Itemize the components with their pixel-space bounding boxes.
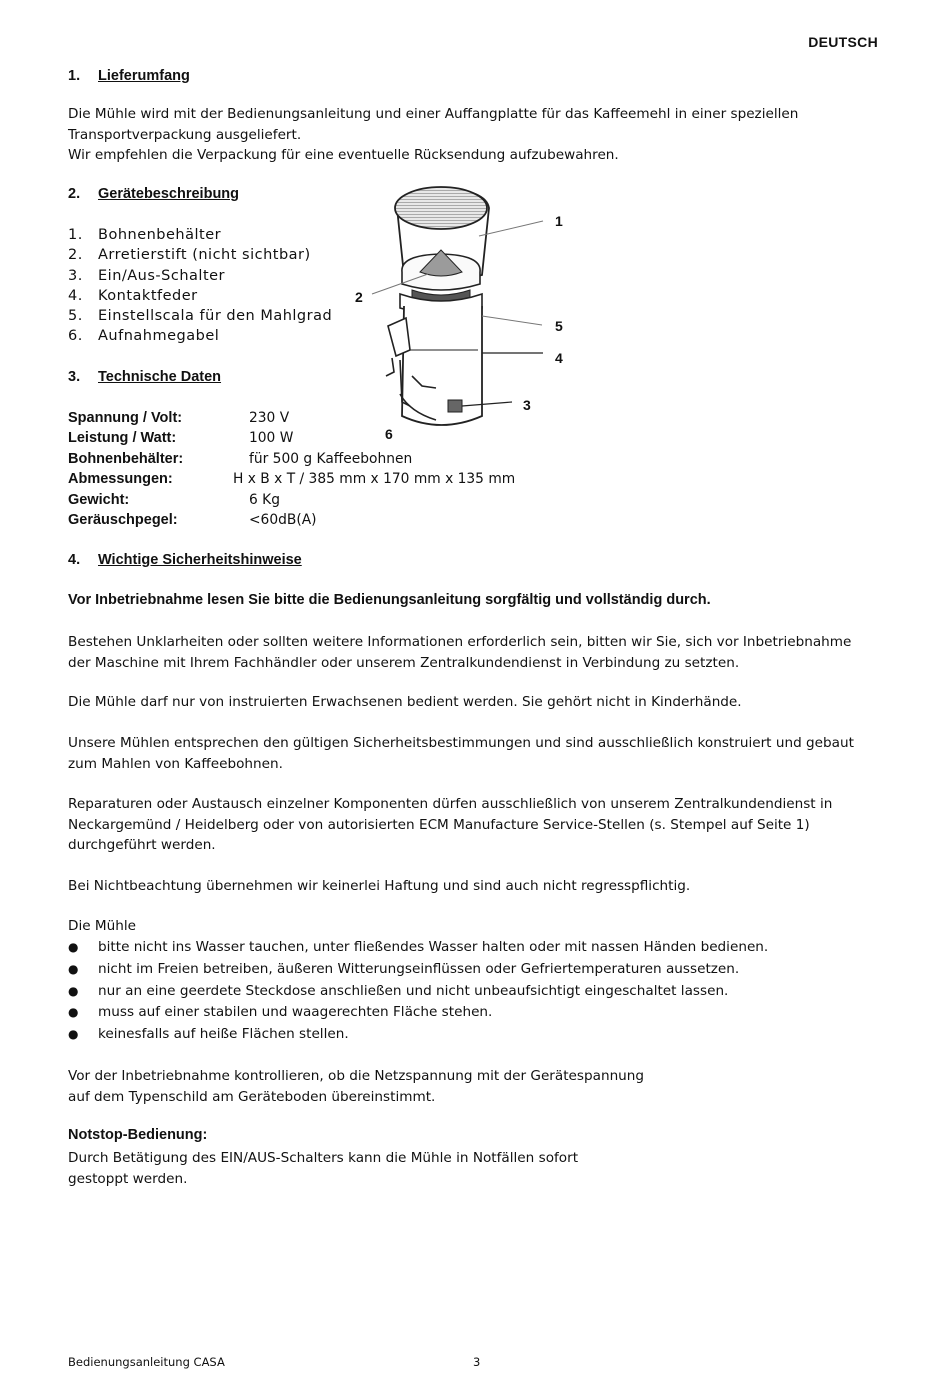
spec-row: Gewicht: 6 Kg [68,491,280,508]
section-1-body [68,104,798,166]
parts-list-item: 4. Kontaktfeder [68,287,198,304]
paragraph-support: Bestehen Unklarheiten oder sollten weitere Informationen erforderlich sein, bitten wir Sie, sich vor Inbetriebnahme der Maschine mit Ihrem Fachhändler oder unserem Zentralkundendienst in Verbindung zu setzten. [68,634,852,671]
list-item: ● nur an eine geerdete Steckdose anschließen und nicht unbeaufsichtigt eingeschaltet lassen. [68,982,729,999]
section-4-heading [68,552,302,568]
spec-row: Leistung / Watt: 100 W [68,430,294,447]
section-3-number: 3. [68,369,81,385]
callout-6: 6 [385,426,393,442]
warning-text: Vor Inbetriebnahme lesen Sie bitte die Bedienungsanleitung sorgfältig und vollständig durch. [68,592,711,608]
parts-list [68,225,332,347]
callout-1: 1 [555,213,563,229]
spec-row: Bohnenbehälter: für 500 g Kaffeebohnen [68,450,413,467]
callout-5: 5 [555,318,563,334]
paragraph-adults: Die Mühle darf nur von instruierten Erwachsenen bedient werden. Sie gehört nicht in Kinderhände. [68,694,742,710]
list-item: ● keinesfalls auf heiße Flächen stellen. [68,1026,349,1043]
section-3-heading [68,369,221,385]
page-number: 3 [473,1355,481,1369]
section-1-heading [68,68,190,84]
section-4-number: 4. [68,552,81,568]
list-item: ● nicht im Freien betreiben, äußeren Witterungseinflüssen oder Gefriertemperaturen aussetzen. [68,960,740,977]
spec-row: Spannung / Volt: 230 V [68,410,290,426]
parts-list-item: 2. Arretierstift (nicht sichtbar) [68,247,311,264]
callout-3: 3 [523,397,531,413]
paragraph-voltage-check: Vor der Inbetriebnahme kontrollieren, ob die Netzspannung mit der Gerätespannung auf dem Typenschild am Geräteboden übereinstimmt. [68,1068,645,1105]
section-2-heading [68,186,239,202]
section-1-title: Lieferumfang [98,68,190,84]
notstop-body: Durch Betätigung des EIN/AUS-Schalters kann die Mühle in Notfällen sofort gestoppt werden. [68,1150,579,1187]
parts-list-item: 6. Aufnahmegabel [68,328,220,345]
section-4-title: Wichtige Sicherheitshinweise [98,552,302,568]
hopper-lid [395,187,487,229]
paragraph-liability: Bei Nichtbeachtung übernehmen wir keinerlei Haftung und sind auch nicht regresspflichtig. [68,878,691,894]
section-3-title: Technische Daten [98,369,222,385]
parts-list-item: 3. Ein/Aus-Schalter [68,267,226,284]
paragraph-repairs: Reparaturen oder Austausch einzelner Komponenten dürfen ausschließlich von unserem Zentralkundendienst in Neckargemünd / Heidelberg oder von autorisierten ECM Manufacture Service-Stellen (s. Stempel auf Seite 1) durchgeführt werden. [68,796,833,853]
list-intro: Die Mühle [68,918,137,934]
parts-list-item: 1. Bohnenbehälter [68,227,222,243]
section-2-title: Gerätebeschreibung [98,186,240,202]
spec-row: Geräuschpegel: <60dB(A) [68,512,317,529]
section-1-line: Die Mühle wird mit der Bedienungsanleitung und einer Auffangplatte für das Kaffeemehl in einer speziellen [68,106,799,122]
footer-title: Bedienungsanleitung CASA [68,1355,225,1369]
section-1-number: 1. [68,68,81,84]
section-1-line: Wir empfehlen die Verpackung für eine eventuelle Rücksendung aufzubewahren. [68,147,619,163]
spec-table [68,408,515,530]
parts-list-item: 5. Einstellscala für den Mahlgrad [68,308,333,325]
notstop-title: Notstop-Bedienung: [68,1127,208,1143]
callout-4: 4 [555,350,563,366]
language-label: DEUTSCH [808,34,878,50]
paragraph-safety: Unsere Mühlen entsprechen den gültigen Sicherheitsbestimmungen und sind ausschließlich konstruiert und gebaut zum Mahlen von Kaffeebohnen. [68,735,854,772]
list-item: ● muss auf einer stabilen und waagerechten Fläche stehen. [68,1004,493,1021]
safety-bullet-list [68,937,768,1046]
list-item: ● bitte nicht ins Wasser tauchen, unter fließendes Wasser halten oder mit nassen Händen bedienen. [68,939,769,955]
callout-2: 2 [355,289,363,305]
section-1-line: Transportverpackung ausgeliefert. [68,126,302,143]
spec-row: Abmessungen: H x B x T / 385 mm x 170 mm x 135 mm [68,471,516,488]
section-2-number: 2. [68,186,81,202]
